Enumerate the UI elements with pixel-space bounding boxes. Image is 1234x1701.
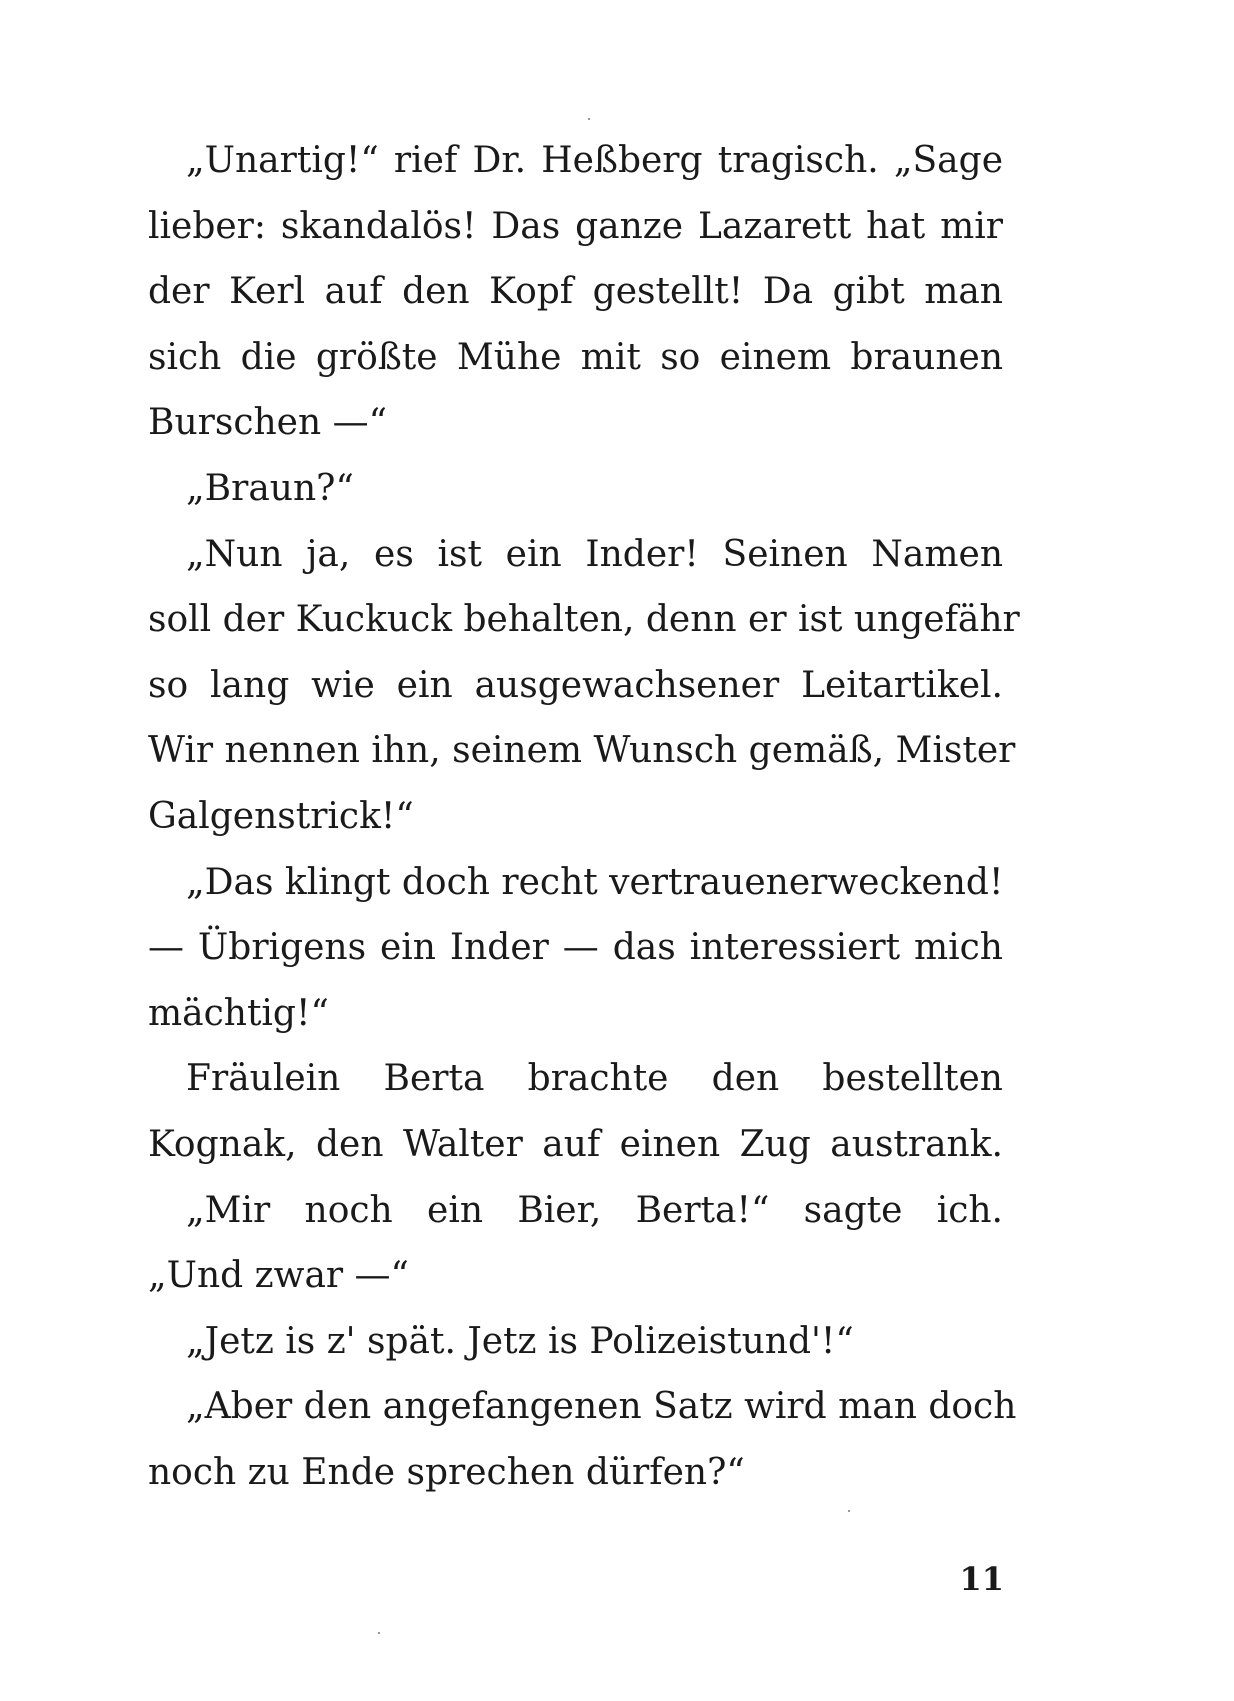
text-line: „Braun?“ <box>186 467 354 509</box>
text-line: soll der Kuckuck behalten, denn er ist ungefähr <box>148 599 1020 641</box>
text-line: Kognak, den Walter auf einen Zug austrank. <box>148 1123 1003 1165</box>
text-line: — Übrigens ein Inder — das interessiert mich <box>148 927 1003 969</box>
paper-speck <box>378 1632 380 1634</box>
paper-speck <box>848 1510 850 1512</box>
text-line: sich die größte Mühe mit so einem braunen <box>148 336 1003 378</box>
text-line: „Jetz is z' spät. Jetz is Polizeistund'!“ <box>186 1320 854 1362</box>
text-line: Wir nennen ihn, seinem Wunsch gemäß, Mister <box>148 730 1016 772</box>
text-line: „Mir noch ein Bier, Berta!“ sagte ich. <box>186 1189 1003 1231</box>
body-text <box>148 128 1020 1505</box>
page-number: 11 <box>959 1560 1004 1598</box>
text-line: „Unartig!“ rief Dr. Heßberg tragisch. „Sage <box>186 140 1003 181</box>
text-line: der Kerl auf den Kopf gestellt! Da gibt man <box>148 271 1003 313</box>
text-line: Galgenstrick!“ <box>148 795 414 837</box>
text-line: „Und zwar —“ <box>148 1255 409 1297</box>
paper-speck <box>588 118 590 120</box>
text-line: „Das klingt doch recht vertrauenerweckend! <box>186 861 1004 903</box>
text-line: mächtig!“ <box>148 992 329 1034</box>
text-line: lieber: skandalös! Das ganze Lazarett hat mir <box>148 205 1003 247</box>
text-line: noch zu Ende sprechen dürfen?“ <box>148 1451 745 1493</box>
text-line: so lang wie ein ausgewachsener Leitartikel. <box>148 664 1003 706</box>
text-line: Fräulein Berta brachte den bestellten <box>186 1058 1003 1100</box>
text-line: Burschen —“ <box>148 402 388 444</box>
text-line: „Aber den angefangenen Satz wird man doch <box>186 1386 1017 1428</box>
text-line: „Nun ja, es ist ein Inder! Seinen Namen <box>186 533 1003 575</box>
